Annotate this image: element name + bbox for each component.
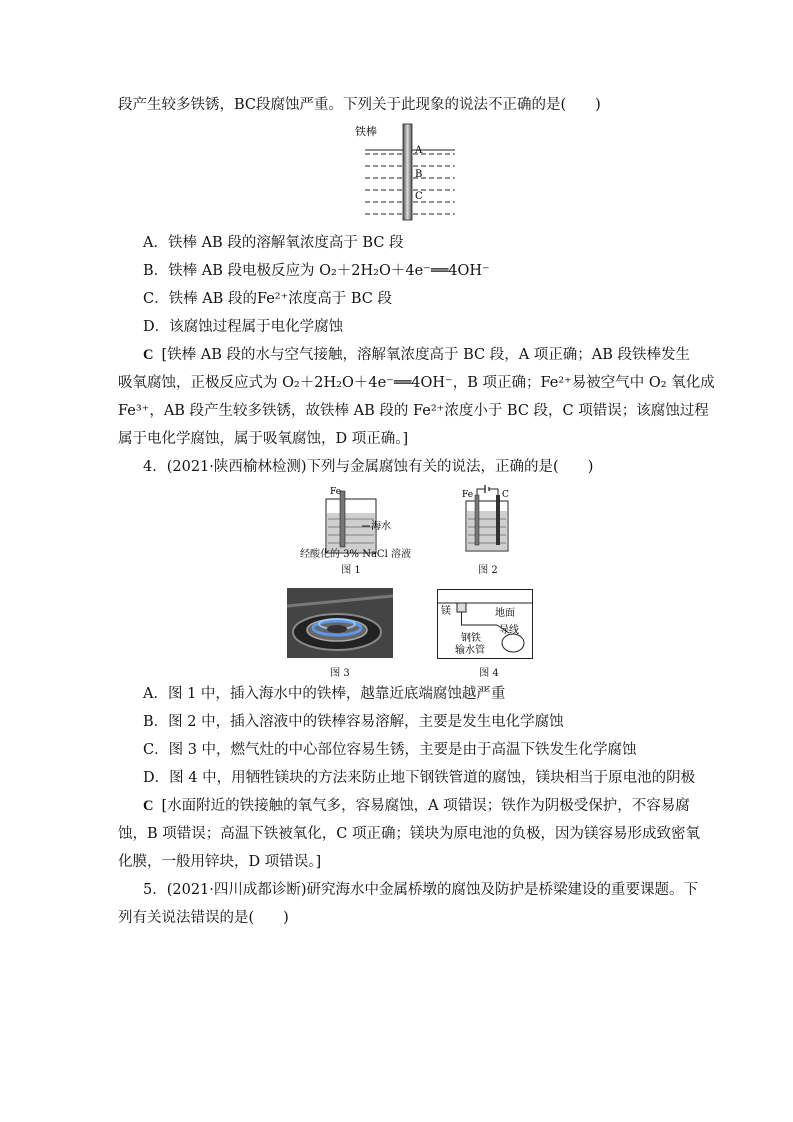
- rod-label: 铁棒: [355, 125, 377, 138]
- q4-option-d: D．图 4 中，用牺牲镁块的方法来防止地下钢铁管道的腐蚀，镁块相当于原电池的阴极: [143, 770, 696, 786]
- q4-explanation-line-3: 化膜，一般用锌块，D 项错误。]: [118, 854, 322, 870]
- fig4-pipe-label-2: 输水管: [455, 645, 485, 656]
- q4-stem: 4．(2021·陕西榆林检测)下列与金属腐蚀有关的说法，正确的是( ): [143, 459, 594, 475]
- fig4-caption: 图 4: [479, 668, 499, 679]
- q4-option-a: A．图 1 中，插入海水中的铁棒，越靠近底端腐蚀越严重: [143, 686, 506, 702]
- fig2-fe-label: Fe: [462, 490, 474, 500]
- fig1-solution-label: 经酸化的 3% NaCl 溶液: [300, 549, 411, 560]
- iron-rod: [403, 124, 412, 220]
- fig4-ground-label: 地面: [495, 608, 515, 619]
- fig1-seawater-label: 海水: [371, 521, 391, 532]
- fig1-iron-rod: [340, 491, 345, 547]
- q3-option-d: D．该腐蚀过程属于电化学腐蚀: [143, 319, 344, 335]
- figure-3-stove-photo: [287, 588, 393, 658]
- point-c: C: [415, 191, 423, 202]
- point-b: B: [415, 169, 423, 180]
- q5-stem-line-1: 5．(2021·四川成都诊断)研究海水中金属桥墩的腐蚀及防护是桥梁建设的重要课题。下: [143, 882, 699, 898]
- q5-stem-line-2: 列有关说法错误的是( ): [118, 910, 289, 926]
- fig2-c-electrode: [496, 495, 500, 545]
- fig4-mg-block: [457, 603, 466, 612]
- q3-stem-end: 段产生较多铁锈，BC段腐蚀严重。下列关于此现象的说法不正确的是( ): [118, 97, 601, 113]
- fig1-caption: 图 1: [341, 565, 361, 576]
- q4-option-c: C．图 3 中，燃气灶的中心部位容易生锈，主要是由于高温下铁发生化学腐蚀: [143, 742, 637, 758]
- point-a: A: [415, 145, 423, 156]
- figure-2-cell: [458, 483, 518, 553]
- fig4-mg-label: 镁: [441, 606, 451, 617]
- fig2-c-label: C: [502, 490, 509, 500]
- q4-explanation-line-2: 蚀，B 项错误；高温下铁被氧化，C 项正确；镁块为原电池的负极，因为镁容易形成致密氧: [118, 826, 700, 842]
- q4-answer: C: [143, 798, 154, 814]
- q3-explanation-line-2: 吸氧腐蚀，正极反应式为 O₂＋2H₂O＋4e⁻══4OH⁻，B 项正确；Fe²⁺易被空气中 O₂ 氧化成: [118, 375, 715, 391]
- fig4-wire-label: 导线: [499, 625, 519, 636]
- fig1-fe-label: Fe: [330, 487, 342, 497]
- q3-explanation-line-4: 属于电化学腐蚀，属于吸氧腐蚀，D 项正确。]: [118, 431, 409, 447]
- fig2-fe-electrode: [475, 495, 479, 545]
- q3-explanation-line-3: Fe³⁺，AB 段产生较多铁锈，故铁棒 AB 段的 Fe²⁺浓度小于 BC 段，C 项错误；该腐蚀过程: [118, 403, 709, 419]
- q3-option-a: A．铁棒 AB 段的溶解氧浓度高于 BC 段: [143, 235, 404, 251]
- fig2-caption: 图 2: [478, 565, 498, 576]
- q4-option-b: B．图 2 中，插入溶液中的铁棒容易溶解，主要是发生电化学腐蚀: [143, 714, 564, 730]
- q3-option-c: C．铁棒 AB 段的Fe²⁺浓度高于 BC 段: [143, 291, 392, 307]
- q4-explanation-line-1: C [水面附近的铁接触的氧气多，容易腐蚀，A 项错误；铁作为阴极受保护，不容易腐: [143, 798, 690, 814]
- fig3-caption: 图 3: [330, 668, 350, 679]
- figure-4-sacrificial-anode: [437, 589, 533, 659]
- q3-explanation-line-1: C [铁棒 AB 段的水与空气接触，溶解氧浓度高于 BC 段，A 项正确；AB 段铁棒发生: [143, 347, 691, 363]
- q3-answer: C: [143, 347, 154, 363]
- fig4-pipe-label-1: 钢铁: [461, 633, 481, 644]
- q3-iron-rod-figure: [355, 122, 465, 222]
- q3-option-b: B．铁棒 AB 段电极反应为 O₂＋2H₂O＋4e⁻══4OH⁻: [143, 263, 490, 279]
